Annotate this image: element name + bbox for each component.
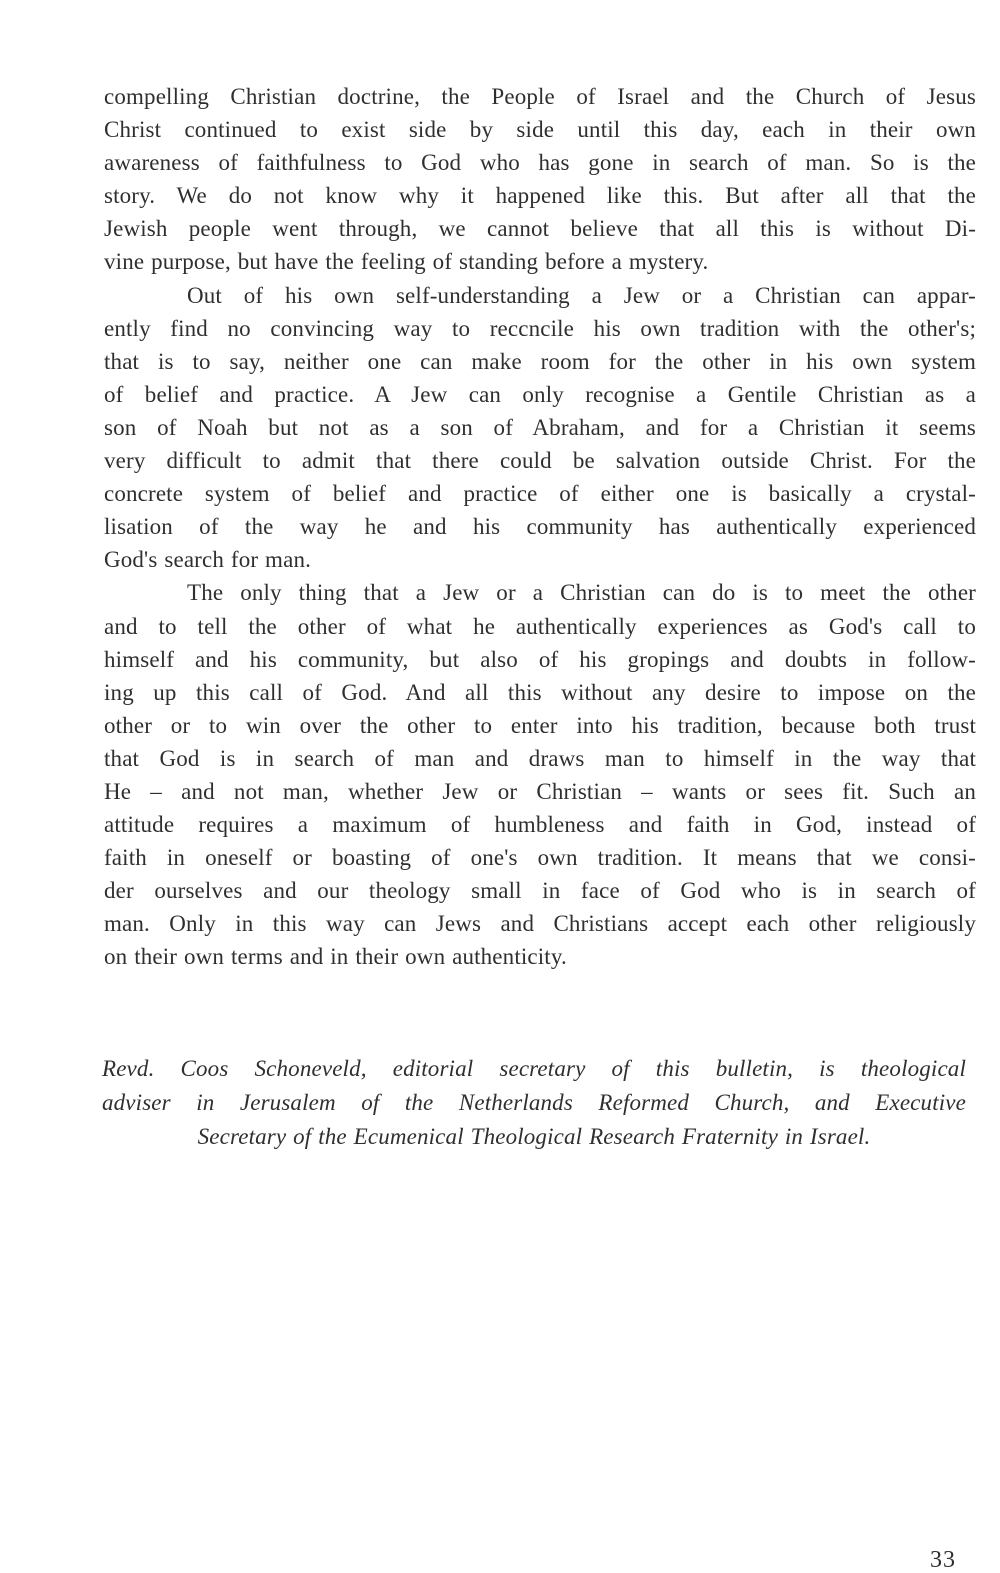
- paragraph-2: [104, 279, 976, 577]
- page-number: 33: [930, 1547, 956, 1573]
- paragraph-1: [104, 80, 976, 279]
- text-line: lisation of the way he and his community has authentically experienced: [104, 514, 976, 540]
- text-line: that is to say, neither one can make room for the other in his own system: [104, 348, 976, 374]
- bio-line: adviser in Jerusalem of the Netherlands Reformed Church, and Executive: [102, 1090, 966, 1115]
- paragraph-3: [104, 576, 976, 973]
- bio-line: Secretary of the Ecumenical Theological Research Fraternity in Israel.: [197, 1124, 871, 1149]
- author-bio: [102, 1052, 966, 1154]
- text-line: son of Noah but not as a son of Abraham, and for a Christian it seems: [104, 414, 976, 440]
- text-line: He – and not man, whether Jew or Christian – wants or sees fit. Such an: [104, 778, 976, 804]
- text-line: that God is in search of man and draws man to himself in the way that: [104, 745, 976, 771]
- text-line: man. Only in this way can Jews and Christians accept each other religiously: [104, 911, 976, 937]
- text-line: on their own terms and in their own authenticity.: [104, 944, 567, 970]
- text-line: vine purpose, but have the feeling of standing before a mystery.: [104, 249, 709, 275]
- text-line: story. We do not know why it happened like this. But after all that the: [104, 183, 976, 209]
- text-line: himself and his community, but also of his gropings and doubts in follow-: [104, 646, 976, 672]
- article-body: [104, 80, 976, 974]
- text-line: compelling Christian doctrine, the People of Israel and the Church of Jesus: [104, 84, 976, 109]
- text-line: awareness of faithfulness to God who has gone in search of man. So is the: [104, 150, 976, 176]
- text-line: Christ continued to exist side by side until this day, each in their own: [104, 117, 976, 143]
- bio-line: Revd. Coos Schoneveld, editorial secretary of this bulletin, is theological: [102, 1056, 966, 1081]
- text-line: attitude requires a maximum of humbleness and faith in God, instead of: [104, 812, 976, 838]
- text-line: God's search for man.: [104, 547, 312, 573]
- text-line: other or to win over the other to enter into his tradition, because both trust: [104, 712, 976, 738]
- text-line: der ourselves and our theology small in face of God who is in search of: [104, 878, 976, 904]
- text-line: Jewish people went through, we cannot believe that all this is without Di-: [104, 216, 976, 242]
- text-line: The only thing that a Jew or a Christian can do is to meet the other: [187, 580, 976, 606]
- text-line: of belief and practice. A Jew can only recognise a Gentile Christian as a: [104, 381, 976, 407]
- text-line: ing up this call of God. And all this without any desire to impose on the: [104, 679, 976, 705]
- text-line: ently find no convincing way to reccncile his own tradition with the other's;: [104, 315, 976, 341]
- text-line: Out of his own self-understanding a Jew or a Christian can appar-: [187, 282, 976, 308]
- text-line: faith in oneself or boasting of one's own tradition. It means that we consi-: [104, 845, 976, 871]
- text-line: very difficult to admit that there could be salvation outside Christ. For the: [104, 448, 976, 474]
- text-line: concrete system of belief and practice of either one is basically a crystal-: [104, 481, 976, 507]
- text-line: and to tell the other of what he authentically experiences as God's call to: [104, 613, 976, 639]
